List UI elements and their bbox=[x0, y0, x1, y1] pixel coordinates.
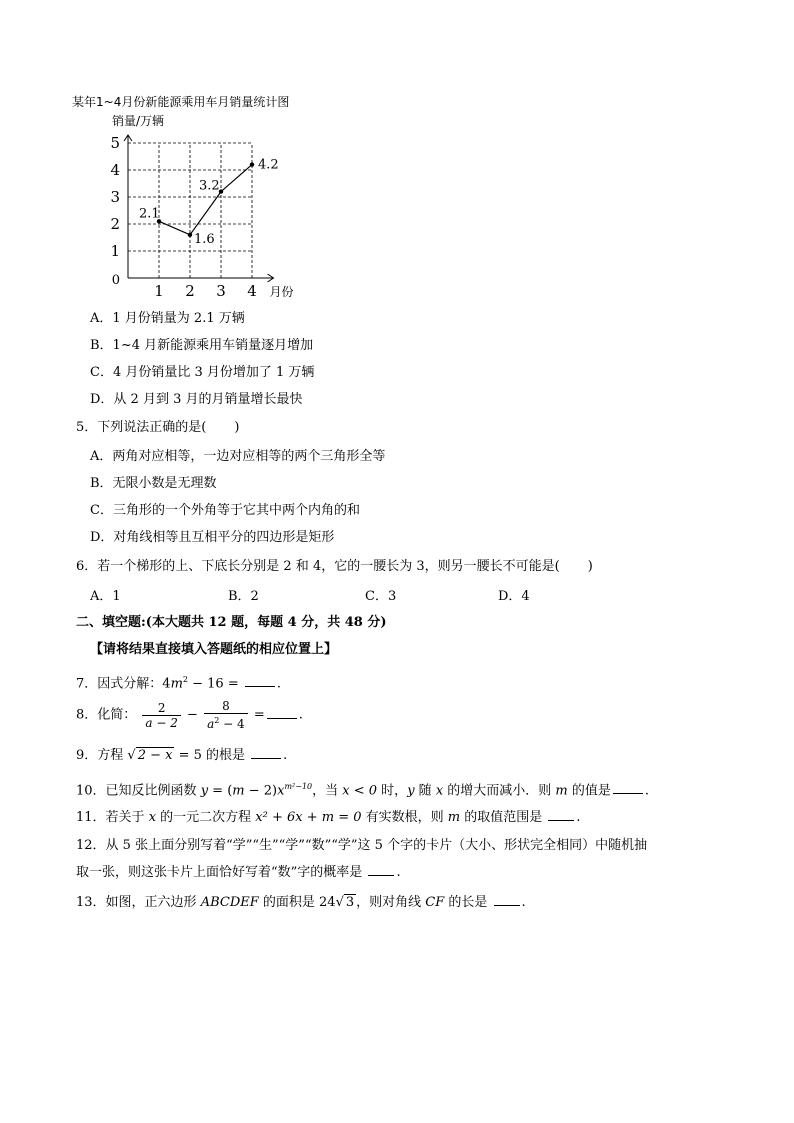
q4-option-a: A．1 月份销量为 2.1 万辆 bbox=[90, 311, 245, 326]
q8-end: . bbox=[298, 707, 303, 723]
q9: 9．方程 √ 2 − x = 5 的根是 . bbox=[76, 748, 288, 763]
q12-line2: 取一张，则这张卡片上面恰好写着“数”字的概率是 . bbox=[76, 865, 401, 880]
q5-option-a: A．两角对应相等，一边对应相等的两个三角形全等 bbox=[90, 449, 386, 464]
q5-option-d: D．对角线相等且互相平分的四边形是矩形 bbox=[90, 530, 335, 545]
q9-eq: = 5 的根是 bbox=[174, 748, 250, 763]
q11-answer-blank[interactable] bbox=[548, 808, 574, 821]
q9-radicand: 2 − x bbox=[137, 748, 173, 763]
q7-answer-blank[interactable] bbox=[245, 674, 275, 687]
q5-stem bbox=[76, 419, 239, 437]
q8 bbox=[76, 699, 303, 731]
q12-answer-blank[interactable] bbox=[368, 863, 394, 876]
x-tick-label: 1 bbox=[154, 282, 164, 300]
q9-answer-blank[interactable] bbox=[251, 746, 281, 759]
q10-answer-blank[interactable] bbox=[613, 781, 643, 794]
data-label: 4.2 bbox=[258, 157, 279, 173]
chart-ylabel: 销量/万辆 bbox=[112, 114, 165, 128]
q9-prefix: 9．方程 bbox=[76, 748, 128, 763]
q8-fraction-2: $\frac{8}{a^2 - 4}$ bbox=[204, 699, 248, 731]
data-point bbox=[250, 162, 254, 166]
y-tick-label: 2 bbox=[110, 215, 120, 233]
y-tick-label: 4 bbox=[110, 161, 120, 179]
chart-labels bbox=[139, 158, 279, 247]
q8-answer-blank[interactable] bbox=[267, 706, 297, 719]
q8-equals: = bbox=[253, 707, 265, 723]
q6-stem bbox=[76, 558, 593, 576]
y-tick-label: 1 bbox=[110, 242, 120, 260]
q7-coef: 4 bbox=[162, 676, 171, 692]
q4-option-c: C．4 月份销量比 3 月份增加了 1 万辆 bbox=[90, 365, 315, 380]
q6-option-a: A．1 bbox=[90, 589, 121, 604]
chart-title: 某年1~4月份新能源乘用车月销量统计图 bbox=[72, 95, 290, 109]
q4-option-b: B．1~4 月新能源乘用车销量逐月增加 bbox=[90, 338, 314, 353]
x-axis-label: 月份 bbox=[269, 285, 294, 299]
section2-instruction: 【请将结果直接填入答题纸的相应位置上】 bbox=[90, 642, 338, 657]
q13-answer-blank[interactable] bbox=[494, 893, 520, 906]
q6-option-c: C．3 bbox=[365, 589, 397, 604]
q10: 10．已知反比例函数 $y = (m - 2)x^{m^2-10}$，当 x < 0 时，y 随 x 的增大而减小．则 m 的值是 . bbox=[76, 782, 650, 799]
q8-prefix: 8．化简： bbox=[76, 707, 137, 723]
x-tick-label: 4 bbox=[247, 282, 257, 300]
section2-heading: 二、填空题:(本大题共 12 题，每题 4 分，共 48 分) bbox=[76, 615, 387, 630]
q6-stem-text: 6．若一个梯形的上、下底长分别是 2 和 4，它的一腰长为 3，则另一腰长不可能是( bbox=[76, 559, 560, 574]
q5-option-c: C．三角形的一个外角等于它其中两个内角的和 bbox=[90, 503, 360, 518]
x-tick-label: 2 bbox=[185, 282, 195, 300]
q4-option-d: D．从 2 月到 3 月的月销量增长最快 bbox=[90, 392, 303, 407]
q11: 11．若关于 x 的一元二次方程 x² + 6x + m = 0 有实数根，则 m 的取值范围是 . bbox=[76, 810, 581, 825]
q8-minus: − bbox=[187, 707, 198, 723]
q12-line1: 12．从 5 张上面分别写着“学”“生”“学”“数”“学”这 5 个字的卡片（大小、形状完全相同）中随机抽 bbox=[76, 838, 648, 853]
q6-close: ) bbox=[587, 559, 593, 574]
x-tick-label: 3 bbox=[216, 282, 226, 300]
data-label: 2.1 bbox=[139, 206, 160, 222]
y-tick-label: 3 bbox=[110, 188, 120, 206]
q7-var: m bbox=[170, 676, 183, 692]
q5-close: ) bbox=[234, 420, 240, 435]
data-point bbox=[188, 233, 192, 237]
q7-end: . bbox=[276, 676, 281, 692]
y-tick-label: 5 bbox=[110, 134, 120, 152]
q6-option-b: B．2 bbox=[228, 589, 259, 604]
q8-fraction-1: $\frac{2}{a - 2}$ bbox=[142, 701, 180, 730]
q5-stem-text: 5．下列说法正确的是( bbox=[76, 420, 207, 435]
q7: 7．因式分解：$4m^2 - 16$ = . bbox=[76, 675, 281, 692]
data-label: 3.2 bbox=[199, 178, 220, 194]
q9-end: . bbox=[283, 748, 288, 763]
q6-option-d: D．4 bbox=[498, 589, 530, 604]
chart-series bbox=[157, 162, 254, 237]
data-label: 1.6 bbox=[194, 231, 215, 247]
q5-option-b: B．无限小数是无理数 bbox=[90, 476, 217, 491]
sales-line-chart bbox=[108, 128, 308, 300]
q7-prefix: 7．因式分解： bbox=[76, 676, 163, 692]
q13: 13．如图，正六边形 ABCDEF 的面积是 24√ 3 ，则对角线 CF 的长是 . bbox=[76, 895, 526, 910]
q7-expr-rest: − 16 = bbox=[187, 676, 243, 692]
origin-label: 0 bbox=[111, 273, 120, 288]
